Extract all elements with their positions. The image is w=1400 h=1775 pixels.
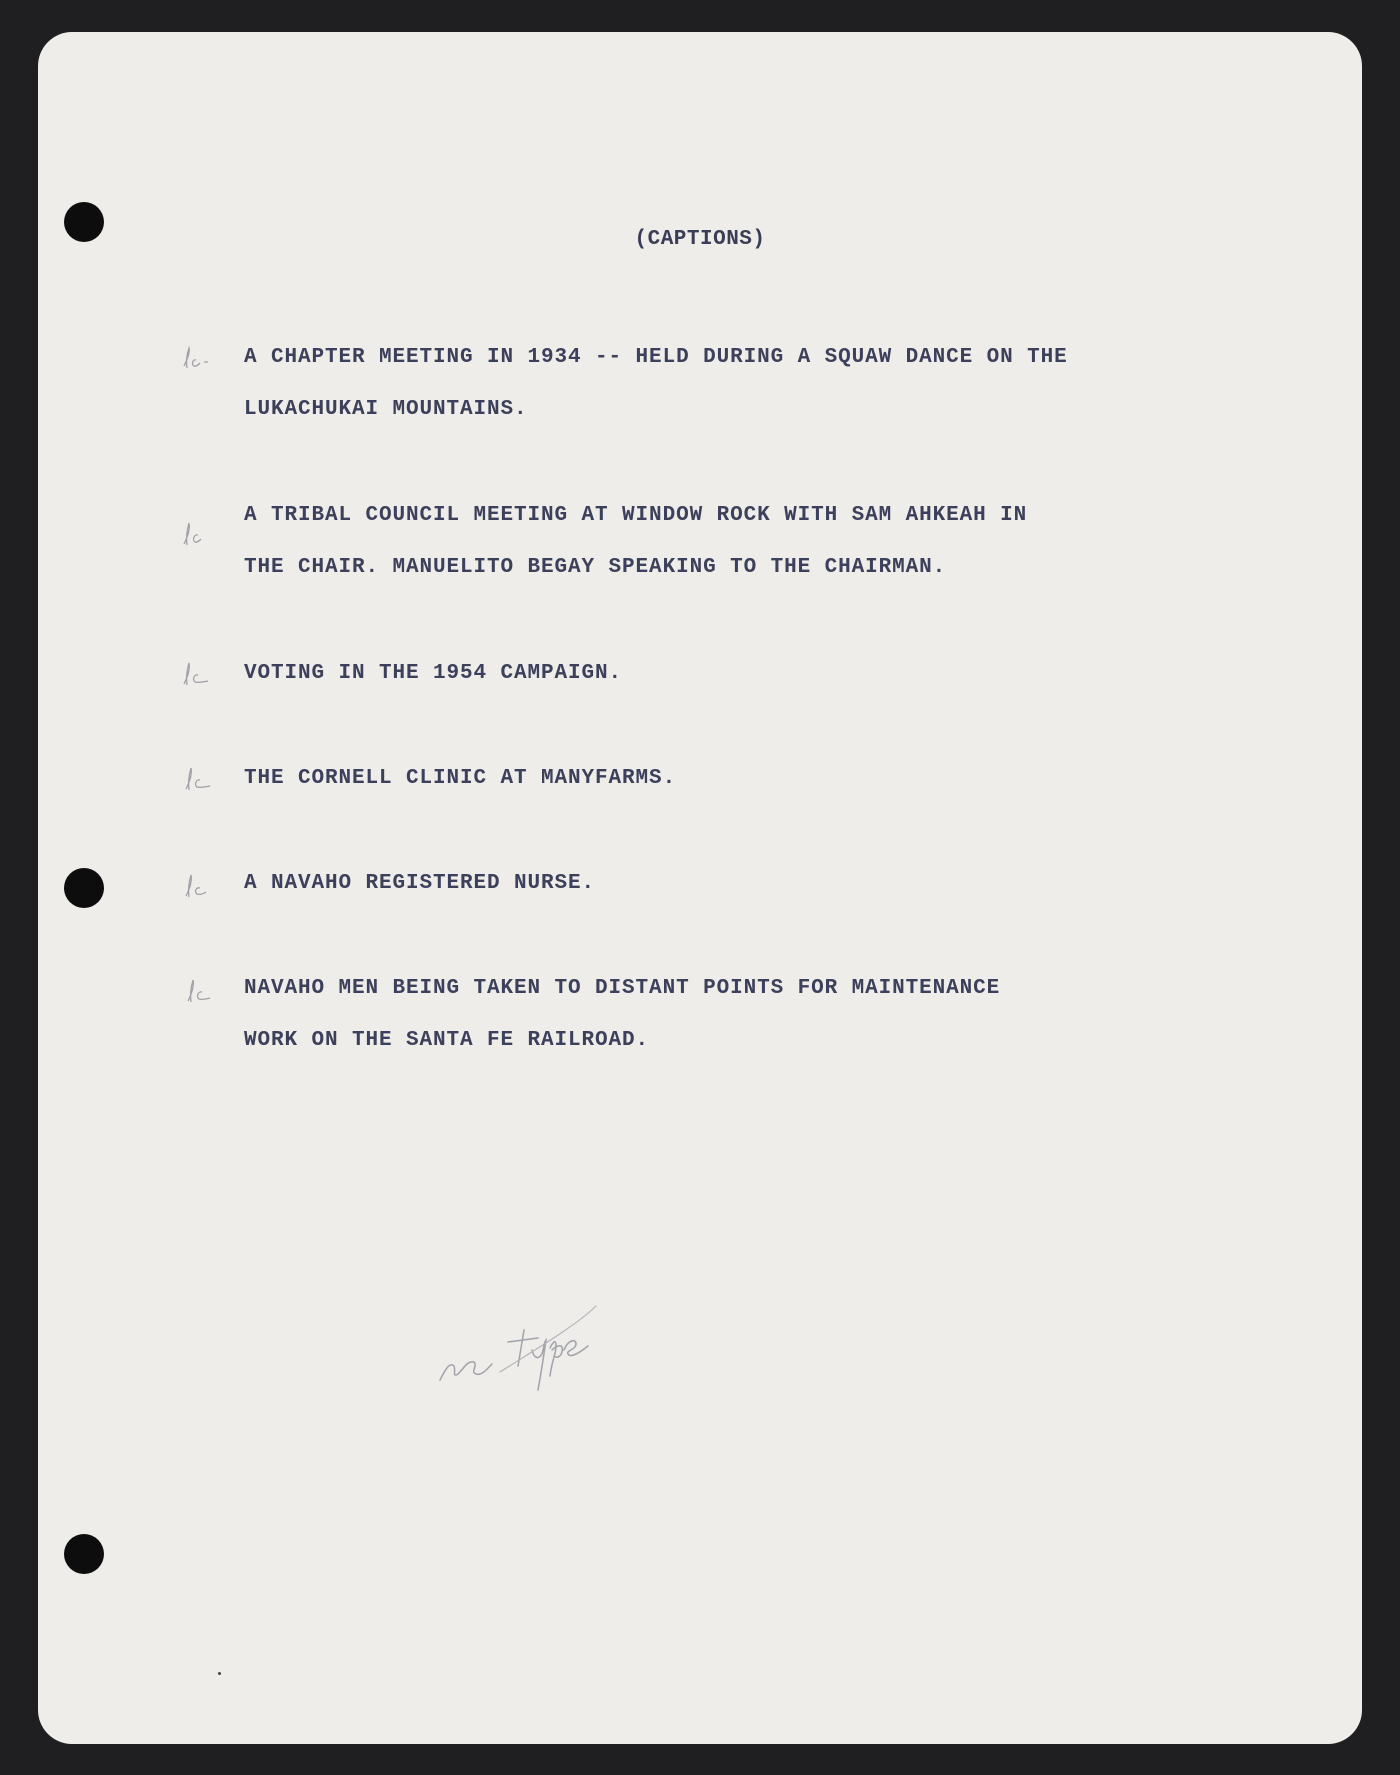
caption-line: A TRIBAL COUNCIL MEETING AT WINDOW ROCK WITH SAM AHKEAH IN (244, 504, 1028, 527)
caption-item (244, 648, 1284, 700)
pencil-mark-lc (178, 344, 218, 374)
caption-item (244, 753, 1284, 805)
pencil-mark-lc (178, 660, 218, 690)
caption-line: WORK ON THE SANTA FE RAILROAD. (244, 1029, 650, 1052)
pencil-mark-lc (178, 872, 218, 902)
pencil-mark-lc (178, 520, 218, 550)
caption-line: A CHAPTER MEETING IN 1934 -- HELD DURING A SQUAW DANCE ON THE (244, 346, 1068, 369)
paper-sheet (38, 32, 1362, 1744)
caption-line: THE CORNELL CLINIC AT MANYFARMS. (244, 767, 677, 790)
caption-line: LUKACHUKAI MOUNTAINS. (244, 398, 528, 421)
document-title: (CAPTIONS) (634, 228, 766, 251)
pencil-mark-lc (178, 765, 218, 795)
caption-item (244, 490, 1284, 594)
caption-item (244, 858, 1284, 910)
caption-line: VOTING IN THE 1954 CAMPAIGN. (244, 662, 623, 685)
paper-speck (218, 1672, 221, 1675)
caption-line: THE CHAIR. MANUELITO BEGAY SPEAKING TO THE CHAIRMAN. (244, 556, 947, 579)
pencil-mark-lc (178, 977, 218, 1007)
caption-line: A NAVAHO REGISTERED NURSE. (244, 872, 596, 895)
punch-hole-bottom (64, 1534, 104, 1574)
caption-item (244, 963, 1284, 1067)
caption-item (244, 332, 1284, 436)
handwritten-retype-note (438, 1250, 638, 1400)
punch-hole-middle (64, 868, 104, 908)
caption-line: NAVAHO MEN BEING TAKEN TO DISTANT POINTS FOR MAINTENANCE (244, 977, 1001, 1000)
